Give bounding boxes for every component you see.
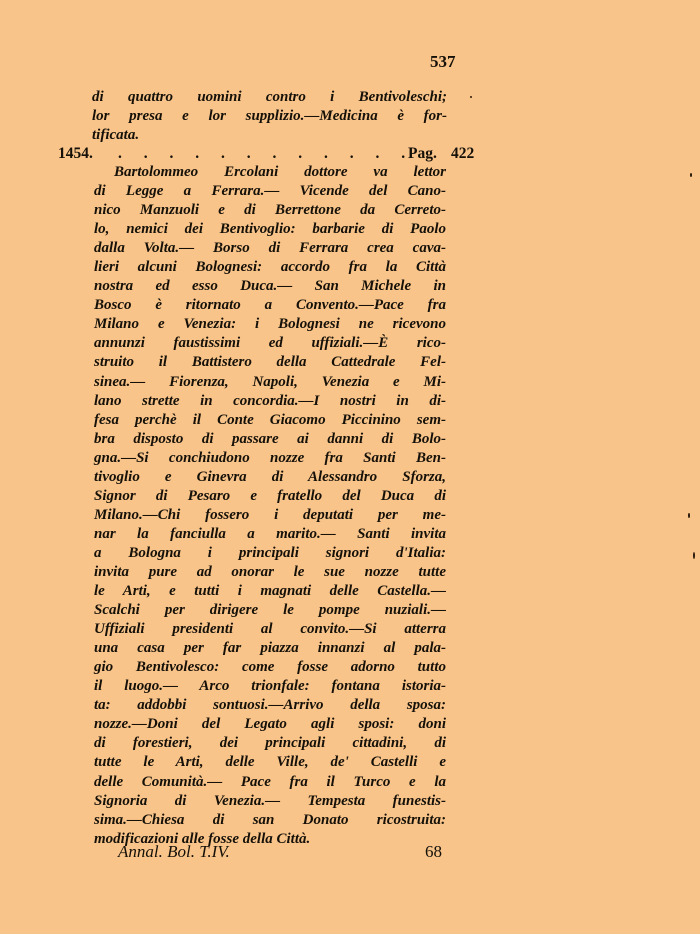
signature-mark: Annal. Bol. T.IV. <box>118 842 230 861</box>
text-line: invita pure ad onorar le sue nozze tutte <box>94 563 446 580</box>
page-number: 537 <box>430 52 456 71</box>
text-line: a Bologna i principali signori d'Italia: <box>94 544 446 561</box>
text-line: nar la fanciulla a marito.— Santi invita <box>94 525 446 542</box>
text-line: Scalchi per dirigere le pompe nuziali.— <box>94 602 446 619</box>
ink-speck <box>688 513 690 518</box>
leader-dots: . . . . . . . . . . . . <box>118 145 415 162</box>
entry-year: 1454. <box>58 145 93 162</box>
text-line: bra disposto di passare ai danni di Bolo- <box>94 430 446 447</box>
text-line: Milano e Venezia: i Bolognesi ne ricevono <box>94 316 446 333</box>
text-line: lor presa e lor supplizio.—Medicina è for- <box>92 107 447 124</box>
text-line: di quattro uomini contro i Bentivoleschi; <box>92 89 447 105</box>
ink-speck <box>693 552 695 559</box>
text-line: nozze.—Doni del Legato agli sposi: doni <box>94 716 446 733</box>
page-reference: 422 <box>451 145 475 162</box>
text-line: Bartolommeo Ercolani dottore va lettor <box>114 164 446 180</box>
text-line: sinea.— Fiorenza, Napoli, Venezia e Mi- <box>94 373 446 390</box>
text-line: modificazioni alle fosse della Città. <box>94 830 311 847</box>
ink-speck <box>690 173 692 177</box>
text-line: il luogo.— Arco trionfale: fontana istoria- <box>94 678 446 695</box>
text-line: gna.—Si conchiudono nozze fra Santi Ben- <box>94 449 446 466</box>
text-line: tutte le Arti, delle Ville, de' Castelli e <box>94 754 446 771</box>
text-line: Uffiziali presidenti al convito.—Si atterra <box>94 621 446 638</box>
text-line: sima.—Chiesa di san Donato ricostruita: <box>94 811 446 828</box>
text-line: Signor di Pesaro e fratello del Duca di <box>94 487 446 504</box>
text-line: Signoria di Venezia.— Tempesta funestis- <box>94 792 446 809</box>
ink-speck <box>470 96 472 98</box>
page-label: Pag. <box>408 145 437 162</box>
text-line: struito il Battistero della Cattedrale Fel- <box>94 354 446 371</box>
text-line: nico Manzuoli e di Berrettone da Cerreto- <box>94 202 446 219</box>
text-line: lo, nemici dei Bentivoglio: barbarie di Paolo <box>94 221 446 238</box>
entry-paragraph <box>94 163 446 849</box>
text-line: annunzi faustissimi ed uffiziali.—È rico- <box>94 335 446 352</box>
text-line: di Legge a Ferrara.— Vicende del Cano- <box>94 183 446 200</box>
sheet-number: 68 <box>425 842 442 861</box>
text-line: lieri alcuni Bolognesi: accordo fra la Città <box>94 259 446 276</box>
text-line: fesa perchè il Conte Giacomo Piccinino sem- <box>94 411 446 428</box>
text-line: tivoglio e Ginevra di Alessandro Sforza, <box>94 468 446 485</box>
intro-paragraph <box>92 88 447 144</box>
text-line: ta: addobbi sontuosi.—Arrivo della sposa: <box>94 697 446 714</box>
text-line: Bosco è ritornato a Convento.—Pace fra <box>94 297 446 314</box>
text-line: Milano.—Chi fossero i deputati per me- <box>94 506 446 523</box>
text-line: le Arti, e tutti i magnati delle Castella.— <box>94 583 446 600</box>
text-line: gio Bentivolesco: come fosse adorno tutto <box>94 659 446 676</box>
text-line: lano strette in concordia.—I nostri in di- <box>94 392 446 409</box>
text-line: una casa per far piazza innanzi al pala- <box>94 640 446 657</box>
text-line: dalla Volta.— Borso di Ferrara crea cava- <box>94 240 446 257</box>
text-line: tificata. <box>92 126 140 143</box>
text-line: nostra ed esso Duca.— San Michele in <box>94 278 446 295</box>
text-line: delle Comunità.— Pace fra il Turco e la <box>94 773 446 790</box>
text-line: di forestieri, dei principali cittadini, di <box>94 735 446 752</box>
